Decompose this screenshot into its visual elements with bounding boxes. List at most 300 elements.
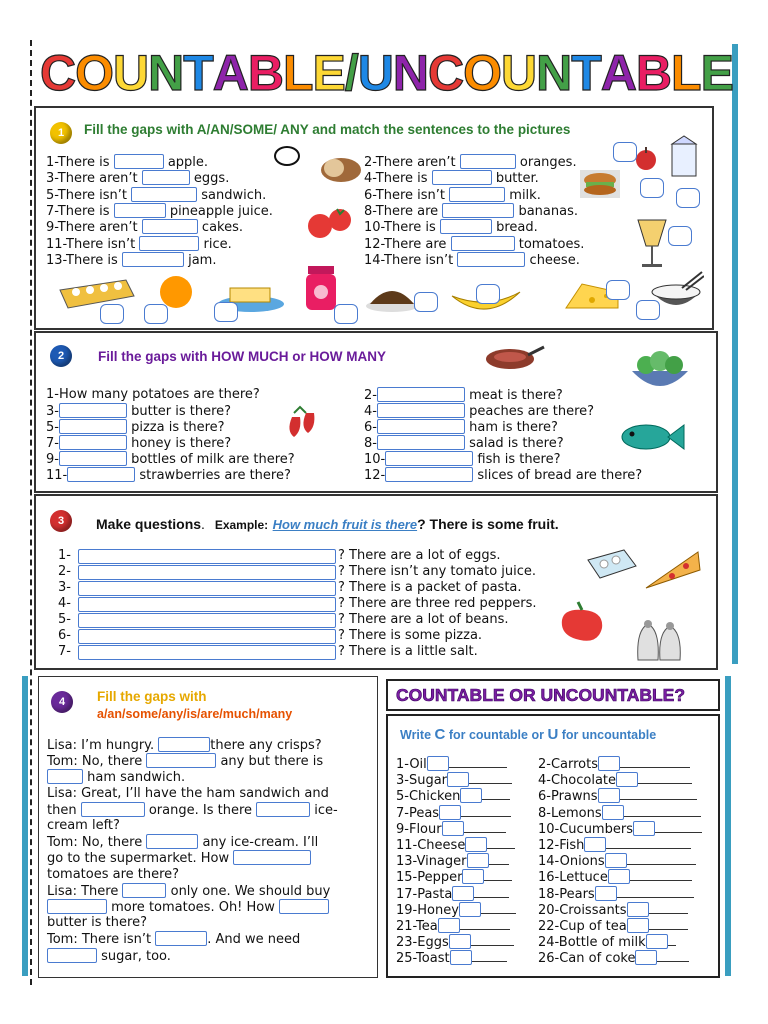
word-line: [538, 950, 689, 967]
line-text: Tom: No, there: [47, 754, 147, 770]
line-text: sandwich.: [201, 187, 267, 203]
heading-u: U: [547, 726, 559, 743]
answer-gap[interactable]: [459, 902, 481, 917]
sentence-line: [364, 187, 541, 204]
answer-gap[interactable]: [377, 435, 465, 450]
dialogue-line: [47, 753, 323, 770]
number-ball-2: 2: [50, 345, 72, 367]
answer-gap[interactable]: [142, 170, 190, 185]
match-box[interactable]: [676, 188, 700, 208]
answer-gap[interactable]: [635, 950, 657, 965]
question-input[interactable]: [78, 581, 336, 596]
line-text: 8-There are: [364, 203, 439, 219]
answer-gap[interactable]: [467, 853, 489, 868]
question-number: 6-: [58, 628, 71, 643]
answer-gap[interactable]: [47, 899, 107, 914]
title-letter: A: [600, 45, 636, 101]
strawberries-icon: [282, 403, 322, 443]
answer-gap[interactable]: [385, 467, 473, 482]
title-letter: U: [113, 45, 149, 101]
sentence-line: [364, 203, 578, 220]
question-line: [46, 403, 231, 420]
line-text: cream left?: [47, 818, 120, 833]
answer-gap[interactable]: [377, 387, 465, 402]
salt-pepper-icon: [632, 610, 686, 664]
answer-gap[interactable]: [59, 403, 127, 418]
line-text: then: [47, 802, 81, 818]
dialogue-line: [47, 883, 330, 900]
number-ball-4: 4: [51, 691, 73, 713]
answer-gap[interactable]: [438, 918, 460, 933]
line-text: [446, 237, 450, 252]
dialogue-line: [47, 931, 300, 948]
line-text: 22-Cup of tea: [538, 919, 627, 934]
question-line: [364, 467, 642, 484]
match-box[interactable]: [414, 292, 438, 312]
example-text: How much fruit is there: [272, 517, 418, 532]
line-text: 7-There is: [46, 203, 110, 219]
answer-gap[interactable]: [47, 769, 83, 784]
question-input[interactable]: [78, 629, 336, 644]
match-box[interactable]: [613, 142, 637, 162]
answer-gap[interactable]: [449, 934, 471, 949]
section-5-heading: [400, 726, 656, 743]
answer-gap[interactable]: [114, 203, 166, 218]
line-text: ham sandwich.: [83, 770, 186, 786]
line-text: milk.: [509, 187, 541, 203]
line-text: slices of bread are there?: [477, 468, 643, 483]
answer-gap[interactable]: [139, 236, 199, 251]
line-text: orange. Is there: [144, 802, 257, 818]
dialogue-line: [47, 834, 318, 851]
banner-title: COUNTABLE OR UNCOUNTABLE?: [396, 685, 686, 705]
meat-icon: [482, 341, 546, 375]
word-line: [396, 788, 510, 805]
pineapple-juice-icon: [632, 212, 672, 272]
answer-gap[interactable]: [584, 837, 606, 852]
right-accent-bar: [732, 44, 738, 664]
dialogue-line: [47, 802, 338, 819]
answer-gap[interactable]: [146, 753, 216, 768]
line-text: 4-Chocolate: [538, 773, 617, 789]
question-input[interactable]: [78, 645, 336, 660]
title-letter: T: [183, 45, 213, 101]
underline-rule: [472, 950, 507, 962]
answer-text: ? There is a packet of pasta.: [338, 580, 522, 595]
line-text: 12-: [364, 468, 386, 483]
line-text: strawberries are there?: [139, 468, 291, 483]
underline-rule: [638, 772, 692, 784]
underline-rule: [649, 902, 688, 914]
question-line: [46, 467, 291, 484]
match-box[interactable]: [640, 178, 664, 198]
title-letter: E: [312, 45, 345, 101]
question-input[interactable]: [78, 565, 336, 580]
line-text: oranges.: [519, 155, 577, 170]
question-line: [364, 419, 558, 436]
answer-gap[interactable]: [59, 435, 127, 450]
title-letter: U: [357, 45, 393, 101]
question-input[interactable]: [78, 549, 336, 564]
sentence-line: [364, 236, 584, 253]
word-line: [396, 934, 514, 951]
underline-rule: [474, 886, 509, 898]
answer-gap[interactable]: [279, 899, 329, 914]
answer-gap[interactable]: [457, 252, 525, 267]
question-number: 1-: [58, 548, 71, 563]
fish-icon: [616, 417, 686, 457]
underline-rule: [655, 821, 702, 833]
title-letter: /: [344, 45, 358, 101]
dialogue-line: [47, 769, 185, 786]
question-number: 4-: [58, 596, 71, 611]
dialogue-line: [47, 899, 329, 916]
line-text: 5-: [46, 420, 59, 435]
line-text: honey is there?: [131, 436, 232, 451]
section-4: [38, 676, 378, 978]
answer-gap[interactable]: [256, 802, 310, 817]
heading-post: for uncountable: [558, 728, 657, 742]
line-text: more tomatoes. Oh! How: [107, 900, 280, 915]
line-text: 3-There aren’t: [46, 171, 138, 187]
answer-gap[interactable]: [155, 931, 207, 946]
title-letter: O: [75, 45, 114, 101]
line-text: 3-: [46, 404, 59, 419]
sentence-line: [364, 219, 538, 236]
answer-gap[interactable]: [233, 850, 311, 865]
word-line: [396, 886, 509, 903]
line-text: bread.: [496, 220, 538, 236]
sentence-line: [364, 154, 577, 171]
answer-gap[interactable]: [122, 883, 166, 898]
section-5: [386, 714, 720, 978]
answer-gap[interactable]: [59, 451, 127, 466]
line-text: peaches are there?: [469, 404, 595, 419]
word-line: [538, 853, 696, 870]
line-text: 6-Prawns: [538, 789, 598, 805]
title-letter: N: [536, 45, 572, 101]
line-text: 1-How many potatoes are there?: [46, 387, 260, 402]
question-number: 2-: [58, 564, 71, 579]
word-line: [396, 853, 509, 870]
line-text: Tom: There isn’t: [47, 932, 156, 948]
word-line: [538, 756, 690, 773]
match-box[interactable]: [214, 302, 238, 322]
line-text: only one. We should buy: [166, 883, 331, 899]
section-2-heading: Fill the gaps with HOW MUCH or HOW MANY: [98, 349, 386, 364]
answer-gap[interactable]: [114, 154, 164, 169]
left-accent-bar-lower: [22, 676, 28, 976]
underline-rule: [469, 772, 512, 784]
question-line: [364, 451, 561, 468]
answer-gap[interactable]: [598, 788, 620, 803]
line-text: 3-Sugar: [396, 773, 448, 789]
line-text: 5-Chicken: [396, 789, 461, 805]
line-text: 10-Cucumbers: [538, 821, 633, 837]
sentence-line: [46, 236, 232, 253]
title-letter: B: [635, 45, 672, 101]
underline-rule: [487, 837, 515, 849]
answer-gap[interactable]: [131, 187, 197, 202]
word-line: [538, 772, 692, 789]
answer-gap[interactable]: [452, 886, 474, 901]
dialogue-line: [47, 850, 311, 867]
answer-gap[interactable]: [646, 934, 668, 949]
answer-gap[interactable]: [462, 869, 484, 884]
match-box[interactable]: [606, 280, 630, 300]
line-text: 21-Tea: [396, 919, 438, 934]
word-line: [538, 788, 697, 805]
line-text: 7-Peas: [396, 805, 440, 821]
cake-icon: [364, 278, 420, 314]
line-text: 12-There are: [364, 236, 447, 252]
underline-rule: [461, 805, 511, 817]
answer-gap[interactable]: [122, 252, 184, 267]
line-text: 25-Toast: [396, 951, 450, 967]
line-text: apple.: [167, 155, 209, 170]
salad-bowl-icon: [628, 347, 692, 399]
word-line: [538, 821, 702, 838]
title-letter: T: [571, 45, 601, 101]
answer-gap[interactable]: [451, 236, 515, 251]
line-text: 17-Pasta: [396, 886, 453, 902]
answer-gap[interactable]: [449, 187, 505, 202]
answer-gap[interactable]: [59, 419, 127, 434]
line-text: any ice-cream. I’ll: [198, 835, 319, 851]
sentence-line: [46, 252, 216, 269]
line-text: 8-Lemons: [538, 805, 602, 821]
answer-text: ? There are a lot of eggs.: [338, 548, 501, 563]
dialogue-line: [47, 818, 120, 834]
line-text: tomatoes.: [518, 236, 585, 252]
line-text: salad is there?: [469, 436, 564, 451]
section-3: [34, 494, 718, 670]
match-box[interactable]: [476, 284, 500, 304]
heading-c: C: [434, 726, 446, 743]
underline-rule: [649, 918, 688, 930]
line-text: eggs.: [193, 171, 230, 187]
line-text: 24-Bottle of milk: [538, 935, 646, 951]
line-text: there any crisps?: [210, 738, 322, 753]
question-line: [46, 435, 231, 452]
sentence-line: [46, 154, 208, 171]
word-line: [396, 821, 506, 838]
line-text: 6-: [364, 420, 377, 435]
title-letter: N: [392, 45, 429, 101]
line-text: 2-Carrots: [538, 757, 599, 772]
number-ball-1: 1: [50, 122, 72, 144]
question-number: 3-: [58, 580, 71, 595]
answer-gap[interactable]: [460, 154, 516, 169]
example-answer: ? There is some fruit.: [417, 516, 559, 532]
page-title: [40, 42, 733, 104]
answer-gap[interactable]: [598, 756, 620, 771]
title-letter: C: [428, 45, 464, 101]
line-text: 23-Eggs: [396, 935, 449, 951]
underline-rule: [668, 934, 677, 946]
answer-gap[interactable]: [47, 948, 97, 963]
underline-rule: [489, 853, 509, 865]
sandwich-icon: [578, 166, 622, 200]
line-text: 6-There isn’t: [364, 187, 445, 203]
answer-gap[interactable]: [377, 403, 465, 418]
answer-gap[interactable]: [633, 821, 655, 836]
answer-gap[interactable]: [439, 805, 461, 820]
word-line: [396, 805, 511, 822]
line-text: any but there is: [216, 754, 324, 770]
answer-gap[interactable]: [465, 837, 487, 852]
line-text: 8-: [364, 436, 377, 451]
line-text: meat is there?: [469, 388, 563, 403]
bread-icon: [318, 150, 364, 184]
answer-gap[interactable]: [81, 802, 145, 817]
answer-gap[interactable]: [627, 902, 649, 917]
question-line: [46, 419, 225, 436]
sentence-line: [364, 170, 539, 187]
line-text: 13-Vinager: [396, 854, 467, 870]
word-line: [396, 772, 512, 789]
answer-gap[interactable]: [142, 219, 198, 234]
countable-banner: [386, 679, 720, 711]
answer-gap[interactable]: [432, 170, 492, 185]
line-text: Lisa: I’m hungry.: [47, 738, 159, 753]
word-line: [538, 886, 694, 903]
question-line: [364, 387, 563, 404]
red-pepper-icon: [554, 600, 610, 648]
line-text: 9-: [46, 452, 59, 467]
answer-text: ? There is some pizza.: [338, 628, 483, 643]
underline-rule: [481, 902, 516, 914]
answer-gap[interactable]: [447, 772, 469, 787]
line-text: 9-Flour: [396, 821, 442, 837]
line-text: 10-: [364, 452, 386, 467]
match-box[interactable]: [100, 304, 124, 324]
underline-rule: [471, 934, 514, 946]
dialogue-line: [47, 786, 329, 802]
line-text: Lisa: There: [47, 883, 123, 899]
word-line: [538, 918, 688, 935]
answer-text: ? There are a lot of beans.: [338, 612, 509, 627]
egg-box-icon: [584, 546, 638, 586]
line-text: Tom: No, there: [47, 835, 147, 851]
answer-gap[interactable]: [605, 853, 627, 868]
line-text: 9-There aren’t: [46, 220, 138, 236]
line-text: 14-Onions: [538, 854, 605, 870]
line-text: cheese.: [529, 252, 580, 268]
line-text: 2-: [364, 388, 377, 403]
section-3-heading-row: Make questions. Example: How much fruit is there? There is some fruit.: [96, 516, 559, 532]
left-dashed-border: [30, 40, 32, 985]
answer-gap[interactable]: [442, 821, 464, 836]
sentence-line: [364, 252, 580, 269]
word-line: [396, 837, 515, 854]
word-line: [538, 902, 688, 919]
answer-gap[interactable]: [442, 203, 514, 218]
underline-rule: [606, 837, 691, 849]
answer-gap[interactable]: [67, 467, 135, 482]
underline-rule: [624, 805, 701, 817]
line-text: pizza is there?: [131, 420, 225, 435]
answer-text: ? There isn’t any tomato juice.: [338, 564, 537, 579]
dialogue-line: [47, 737, 322, 754]
word-line: [538, 934, 676, 951]
title-letter: L: [671, 45, 701, 101]
sentence-line: [46, 219, 243, 236]
heading-mid: for countable or: [445, 728, 548, 742]
word-line: [538, 837, 691, 854]
match-box[interactable]: [144, 304, 168, 324]
line-text: 5-There isn’t: [46, 187, 127, 203]
question-input[interactable]: [78, 597, 336, 612]
title-letter: C: [40, 45, 76, 101]
line-text: 13-There is: [46, 252, 118, 268]
line-text: 7-: [46, 436, 59, 451]
line-text: bananas.: [518, 203, 578, 219]
answer-gap[interactable]: [440, 219, 492, 234]
line-text: butter is there?: [131, 404, 232, 419]
line-text: cakes.: [201, 220, 244, 236]
answer-gap[interactable]: [158, 737, 210, 752]
match-oval[interactable]: [274, 146, 300, 166]
answer-gap[interactable]: [616, 772, 638, 787]
answer-text: ? There is a little salt.: [338, 644, 478, 659]
answer-gap[interactable]: [595, 886, 617, 901]
section-1-heading: Fill the gaps with A/AN/SOME/ ANY and match the sentences to the pictures: [84, 122, 571, 137]
match-box[interactable]: [636, 300, 660, 320]
line-text: pineapple juice.: [169, 203, 273, 219]
answer-gap[interactable]: [602, 805, 624, 820]
section-4-subheading: a/an/some/any/is/are/much/many: [97, 707, 293, 721]
question-line: [364, 435, 564, 452]
line-text: fish is there?: [477, 452, 561, 467]
word-line: [538, 805, 701, 822]
milk-carton-icon: [670, 134, 698, 178]
answer-gap[interactable]: [377, 419, 465, 434]
underline-rule: [482, 788, 510, 800]
answer-gap[interactable]: [460, 788, 482, 803]
answer-gap[interactable]: [146, 834, 198, 849]
underline-rule: [617, 886, 694, 898]
answer-gap[interactable]: [627, 918, 649, 933]
line-text: ham is there?: [469, 420, 558, 435]
match-box[interactable]: [334, 304, 358, 324]
question-line: [46, 387, 260, 403]
line-text: 19-Honey: [396, 902, 459, 918]
answer-text: ? There are three red peppers.: [338, 596, 537, 611]
line-text: butter.: [495, 171, 539, 187]
pizza-slice-icon: [642, 548, 702, 594]
answer-gap[interactable]: [385, 451, 473, 466]
question-line: [364, 403, 594, 420]
line-text: 15-Pepper: [396, 870, 463, 886]
line-text: sugar, too.: [97, 948, 171, 964]
line-text: 14-There isn’t: [364, 252, 454, 268]
question-input[interactable]: [78, 613, 336, 628]
line-text: 4-There is: [364, 171, 428, 187]
line-text: 18-Pears: [538, 886, 595, 902]
underline-rule: [464, 821, 507, 833]
answer-gap[interactable]: [427, 756, 449, 771]
line-text: . And we need: [207, 932, 301, 948]
answer-gap[interactable]: [450, 950, 472, 965]
word-line: [396, 918, 510, 935]
answer-gap[interactable]: [608, 869, 630, 884]
line-text: Lisa: Great, I’ll have the ham sandwich and: [47, 785, 329, 801]
match-box[interactable]: [668, 226, 692, 246]
line-text: butter is there?: [47, 915, 147, 931]
line-text: ice-: [310, 802, 338, 818]
underline-rule: [630, 869, 692, 881]
